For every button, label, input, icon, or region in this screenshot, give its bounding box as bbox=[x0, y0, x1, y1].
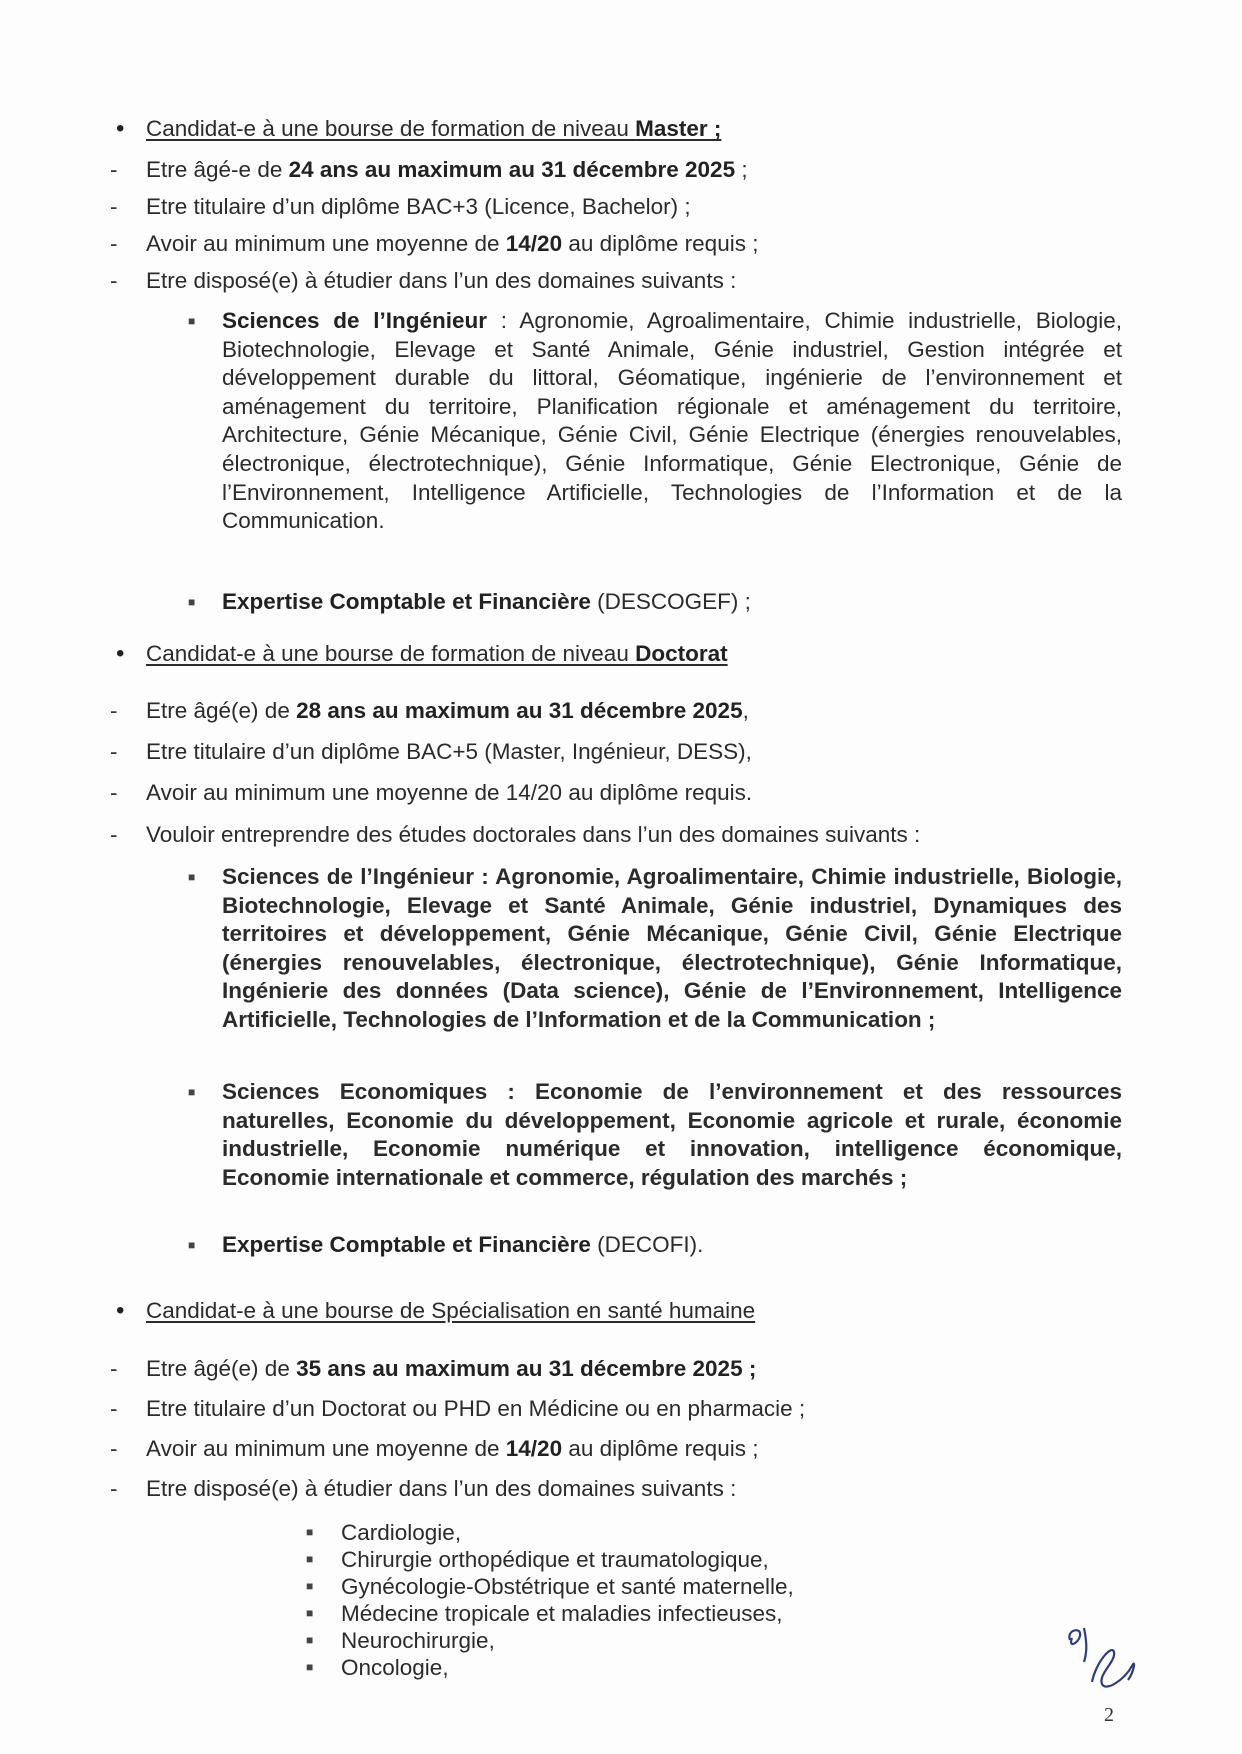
document-page: • Candidat-e à une bourse de formation de niveau Master ; - Etre âgé-e de 24 ans au maximum au 31 décembre 2025 ; - Etre titulaire d’un diplôme BAC+3 (Licence, Bachelor) ; - Avoir au minimum une moyenne de 14/20 au diplôme requis ; - Etre disposé(e) à étudier dans l’un des domaines suivants : ■ Sciences de l’Ingénieur : Agronomie, Agroalimentaire, Chimie industrielle, Biologie, Biotechnologie, Elevage et Santé Animale, Génie industriel, Gestion intégrée et développement durable du littoral, Géomatique, ingénierie de l’environnement et aménagement du territoire, Planification régionale et aménagement du territoire, Architecture, Génie Mécanique, Génie Civil, Génie Electrique (énergies renouvelables, électronique, électrotechnique), Génie Informatique, Génie Electronique, Génie de l’Environnement, Intelligence Artificielle, Technologies de l’Information et de la Communication. ■ Expertise Comptable et Financière (DESCOGEF) ; • Candidat-e à une bourse de formation de niveau Doctorat - Etre âgé(e) de 28 ans au maximum au 31 décembre 2025, - Etre titulaire d’un diplôme BAC+5 (Master, Ingénieur, DESS), - Avoir au minimum une moyenne de 14/20 au diplôme requis. - Vouloir entreprendre des études doctorales dans l’un des domaines suivants : ■ Sciences de l’Ingénieur : Agronomie, Agroalimentaire, Chimie industrielle, Biologie, Biotechnologie, Elevage et Santé Animale, Génie industriel, Dynamiques des territoires et développement, Génie Mécanique, Génie Civil, Génie Electrique (énergies renouvelables, électronique, électrotechnique), Génie Informatique, Ingénierie des données (Data science), Génie de l’Environnement, Intelligence Artificielle, Technologies de l’Information et de la Communication ; ■ Sciences Economiques : Economie de l’environnement et des ressources naturelles, Economie du développement, Economie agricole et rurale, économie industrielle, Economie numérique et innovation, intelligence économique, Economie internationale et commerce, régulation des marchés ; ■ Expertise Comptable et Financière (DECOFI). • Candidat-e à une bourse de Spécialisation en santé humaine - Etre âgé(e) de 35 ans au maximum au 31 décembre 2025 ; - Etre titulaire d’un Doctorat ou PHD en Médicine ou en pharmacie ; - Avoir au minimum une moyenne de 14/20 au diplôme requis ; - Etre disposé(e) à étudier dans l’un des domaines suivants : ■ Cardiologie, ■ Chirurgie orthopédique et traumatologique, ■ Gynécologie-Obstétrique et santé maternelle, ■ Médecine tropicale et maladies infectieuses, ■ Neurochirurgie, ■ Oncologie, 2 bbox=[0, 0, 1242, 1754]
page-number: 2 bbox=[1104, 1704, 1114, 1726]
domain-label: Expertise Comptable et Financière bbox=[222, 589, 591, 614]
bullet-dot: • bbox=[116, 1297, 125, 1324]
square-bullet-icon: ■ bbox=[188, 870, 196, 884]
square-bullet-icon: ■ bbox=[188, 595, 196, 609]
domain-text: (DECOFI). bbox=[590, 1232, 704, 1257]
square-bullet-icon: ■ bbox=[306, 1552, 314, 1566]
heading-text: Candidat-e à une bourse de formation de niveau bbox=[146, 116, 636, 141]
bullet-dot: • bbox=[116, 115, 125, 142]
initials-signature-icon bbox=[1062, 1622, 1152, 1702]
domain-text: : Economie de l’environnement et des ressources naturelles, Economie du développement, Economie agricole et rurale, économie industrielle, Economie numérique et innovation, intelligence économique, Economie internationale et commerce, régulation des marchés ; bbox=[222, 1079, 1122, 1190]
domain-text: : Agronomie, Agroalimentaire, Chimie industrielle, Biologie, Biotechnologie, Elevage et Santé Animale, Génie industriel, Gestion intégrée et développement durable du littoral, Géomatique, ingénierie de l’environnement et aménagement du territoire, Planification régionale et aménagement du territoire, Architecture, Génie Mécanique, Génie Civil, Génie Electrique (énergies renouvelables, électronique, électrotechnique), Génie Informatique, Génie Electronique, Génie de l’Environnement, Intelligence Artificielle, Technologies de l’Information et de la Communication. bbox=[222, 308, 1123, 534]
domain-label: Sciences de l’Ingénieur bbox=[222, 308, 487, 333]
heading-text: Candidat-e à une bourse de formation de niveau bbox=[146, 641, 636, 666]
square-bullet-icon: ■ bbox=[306, 1660, 314, 1674]
heading-level: Doctorat bbox=[635, 641, 728, 666]
bullet-dot: • bbox=[116, 640, 125, 667]
square-bullet-icon: ■ bbox=[306, 1579, 314, 1593]
square-bullet-icon: ■ bbox=[188, 314, 196, 328]
domain-label: Sciences de l’Ingénieur bbox=[222, 864, 475, 889]
square-bullet-icon: ■ bbox=[306, 1606, 314, 1620]
square-bullet-icon: ■ bbox=[188, 1238, 196, 1252]
square-bullet-icon: ■ bbox=[188, 1085, 196, 1099]
domain-label: Sciences Economiques bbox=[222, 1079, 488, 1104]
heading-level: Master ; bbox=[635, 116, 722, 141]
square-bullet-icon: ■ bbox=[306, 1633, 314, 1647]
square-bullet-icon: ■ bbox=[306, 1525, 314, 1539]
domain-text: : Agronomie, Agroalimentaire, Chimie industrielle, Biologie, Biotechnologie, Elevage et Santé Animale, Génie industriel, Dynamiques des territoires et développement, Génie Mécanique, Génie Civil, Génie Electrique (énergies renouvelables, électronique, électrotechnique), Génie Informatique, Ingénierie des données (Data science), Génie de l’Environnement, Intelligence Artificielle, Technologies de l’Information et de la Communication ; bbox=[222, 864, 1122, 1032]
domain-text: (DESCOGEF) ; bbox=[590, 589, 751, 614]
domain-label: Expertise Comptable et Financière bbox=[222, 1232, 591, 1257]
heading-text: Candidat-e à une bourse de Spécialisation en santé humaine bbox=[146, 1298, 756, 1323]
